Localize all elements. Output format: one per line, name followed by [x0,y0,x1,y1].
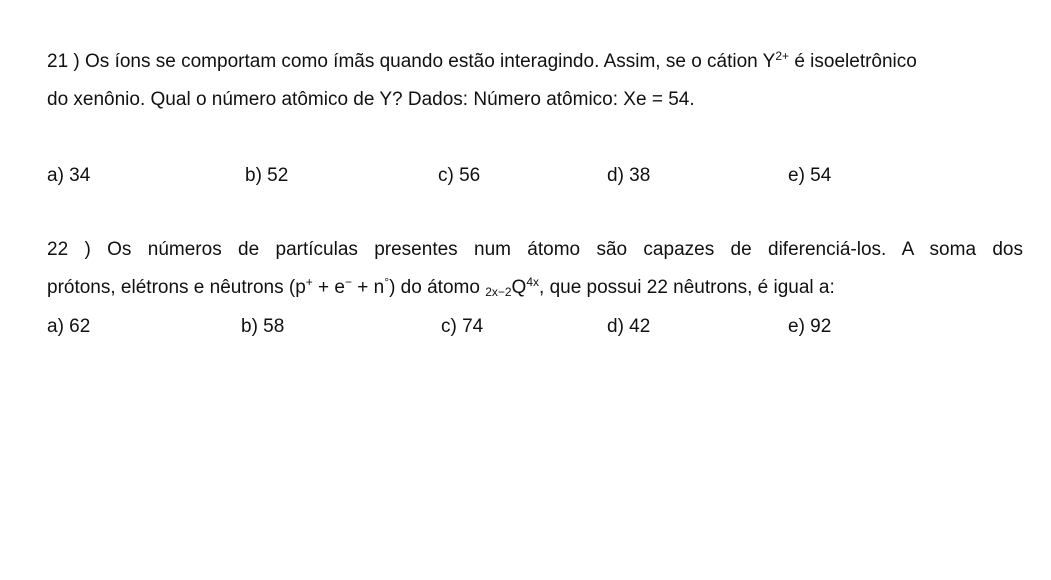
q21-line-2: do xenônio. Qual o número atômico de Y? Dados: Número atômico: Xe = 54. [47,89,695,110]
q21-option-c[interactable]: c) 56 [438,165,481,186]
q21-option-a[interactable]: a) 34 [47,165,91,186]
q21-text-part-1: 21 ) Os íons se comportam como ímãs quando estão interagindo. Assim, se o cátion Y [47,51,776,72]
q21-option-e[interactable]: e) 54 [788,165,832,186]
q22-option-e[interactable]: e) 92 [788,316,832,337]
mass-number-superscript: 4x [526,275,540,289]
q22-options [47,315,1023,339]
q22-text-part-4: ) do átomo [389,277,486,298]
q22-text-part-5: , que possui 22 nêutrons, é igual a: [539,277,835,298]
proton-charge-superscript: + [305,275,313,289]
q22-option-a[interactable]: a) 62 [47,316,91,337]
electron-charge-superscript: − [345,275,353,289]
q22-line-2 [47,276,835,300]
q21-text-part-2: é isoeletrônico [789,51,917,72]
q21-option-b[interactable]: b) 52 [245,165,289,186]
q22-option-c[interactable]: c) 74 [441,316,484,337]
q22-text-part-2: + e [312,277,346,298]
element-symbol: Q [511,277,527,298]
q21-options [47,164,1023,188]
q22-option-d[interactable]: d) 42 [607,316,651,337]
neutron-charge-superscript: ° [384,275,390,289]
q21-option-d[interactable]: d) 38 [607,165,651,186]
q22-option-b[interactable]: b) 58 [241,316,285,337]
q21-line-1 [47,50,917,74]
q22-text-part-3: + n [352,277,385,298]
q22-text-part-1: prótons, elétrons e nêutrons (p [47,277,306,298]
atomic-number-subscript: 2x−2 [485,285,512,299]
q21-charge-superscript: 2+ [775,49,790,63]
q22-line-1: 22 ) Os números de partículas presentes num átomo são capazes de diferenciá-los. A soma dos [47,239,1023,260]
